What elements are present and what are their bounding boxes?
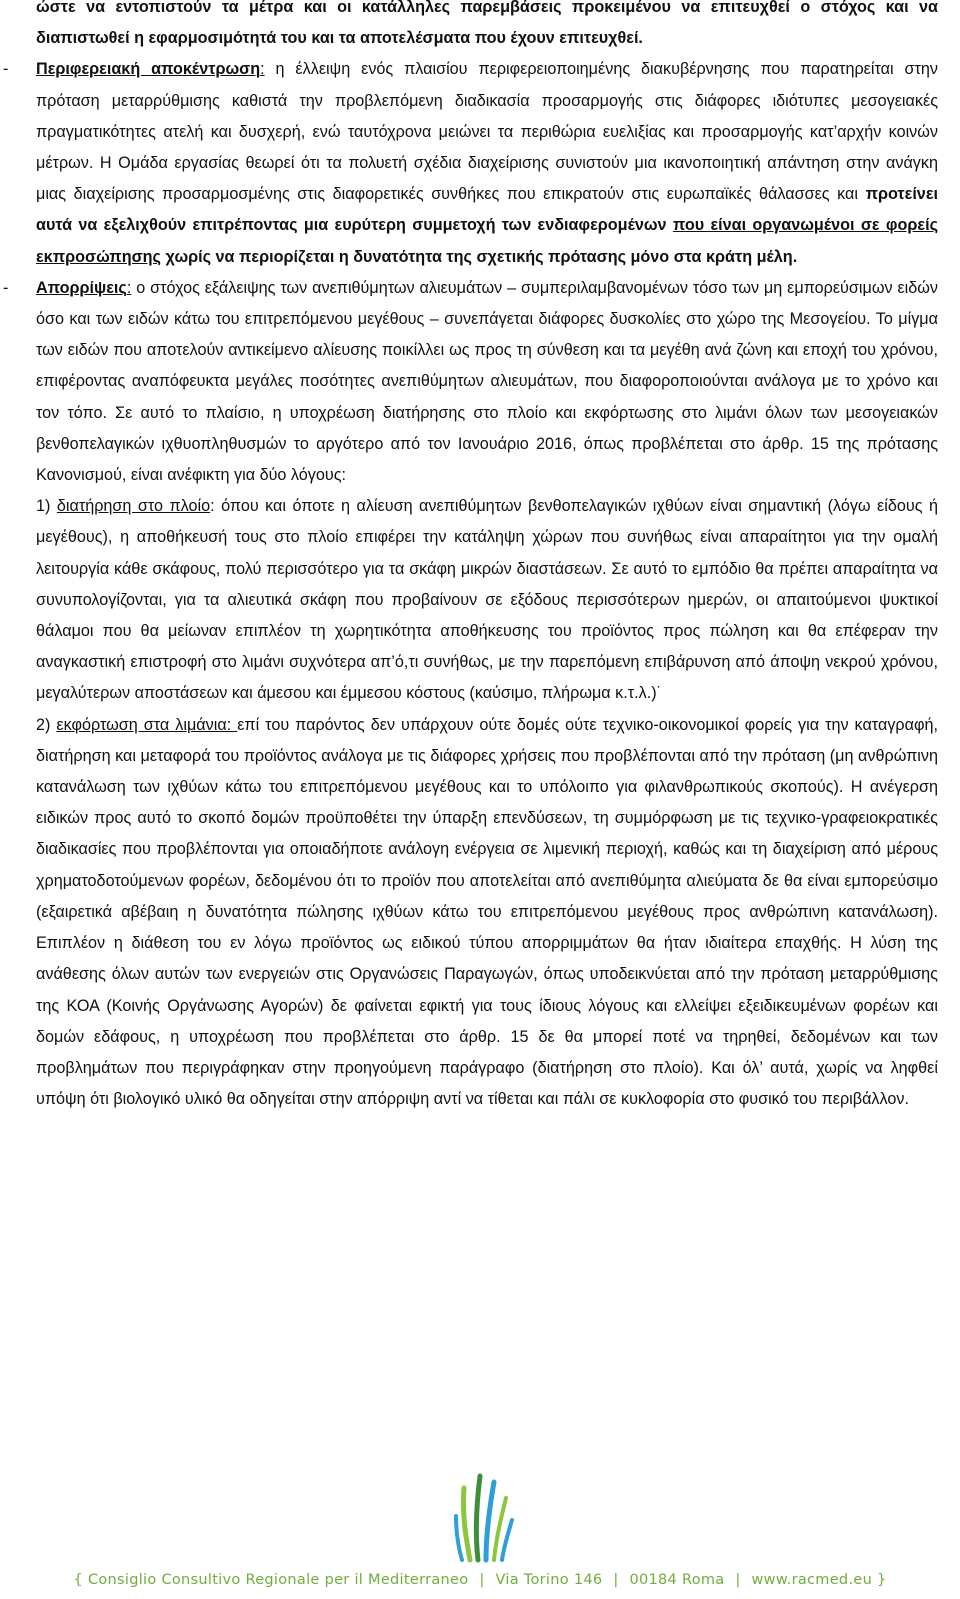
bullet-regional-decentralization — [3, 54, 938, 272]
bullet-dash: - — [3, 278, 9, 297]
footer-separator: | — [479, 1572, 485, 1588]
lead-text: ώστε να εντοπιστούν τα μέτρα και οι κατάλληλες παρεμβάσεις προκειμένου να επιτευχθεί ο στόχος και να διαπιστωθεί η εφαρμοσιμότητά του και τα αποτελέσματα που έχουν επιτευχθεί. — [36, 0, 938, 48]
bullet-body: ο στόχος εξάλειψης των ανεπιθύμητων αλιευμάτων – συμπεριλαμβανομένων τόσο των μη εμπορεύσιμων ειδών όσο και των ειδών κάτω του επιτρεπόμενου μεγέθους – συνεπάγεται διάφορες δυσκολίες στο χώρο της Μεσογείου. Το μίγμα των ειδών που αποτελούν αντικείμενο αλίευσης ποικίλλει ως προς τη σύνθεση και τα μεγέθη ανά ζώνη και εποχή του χρόνου, επιφέροντας αναπόφευκτα μεγάλες ποσότητες ανεπιθύμητων αλιευμάτων, που διαφοροποιούνται ανάλογα με το χρόνο και τον τόπο. Σε αυτό το πλαίσιο, η υποχρέωση διατήρησης στο πλοίο και εκφόρτωσης στο λιμάνι όλων των μεσογειακών βενθοπελαγικών ιχθυοπληθυσμών το αργότερο από τον Ιανουάριο 2016, όπως προβλέπεται στο άρθρ. 15 της πρότασης Κανονισμού, είναι ανέφικτη για δύο λόγους: — [36, 278, 938, 485]
numbered-item-landing-in-ports — [36, 710, 938, 1116]
racmed-logo-icon — [440, 1468, 530, 1564]
bullet-colon: : — [260, 60, 265, 79]
footer-open-brace: { — [73, 1572, 84, 1588]
numbered-item-retention-on-board — [36, 491, 938, 709]
page-footer — [0, 1468, 960, 1599]
bullet-discards — [3, 273, 938, 491]
bullet-heading: Περιφερειακή αποκέντρωση — [36, 60, 261, 79]
lead-paragraph — [36, 0, 938, 54]
document-page — [3, 0, 938, 1115]
bullet-heading: Απορρίψεις — [36, 278, 127, 297]
bullet-bold-text-end: χωρίς να περιορίζεται η δυνατότητα της σχετικής πρότασης μόνο στα κράτη μέλη. — [160, 247, 798, 266]
footer-organization: Consiglio Consultivo Regionale per il Mediterraneo — [87, 1572, 469, 1588]
footer-address: Via Torino 146 — [495, 1572, 603, 1588]
footer-separator: | — [735, 1572, 741, 1588]
bullet-bold-underlined-text: που είναι οργανωμένοι σε φορείς εκπροσώπησης — [36, 216, 938, 266]
footer-website-link[interactable]: www.racmed.eu — [751, 1572, 873, 1588]
bullet-bold-text: προτείνει αυτά να εξελιχθούν επιτρέποντας μια ευρύτερη συμμετοχή των ενδιαφερομένων — [36, 185, 938, 235]
footer-close-brace: } — [876, 1572, 887, 1588]
item-text: επί του παρόντος δεν υπάρχουν ούτε δομές ούτε τεχνικο-οικονομικοί φορείς για την καταγραφή, διατήρηση και μεταφορά του προϊόντος ανάλογα με τις διάφορες χρήσεις που προβλέπονται από την πρόταση (μη ανθρώπινη κατανάλωση των ιχθύων κάτω του επιτρεπόμενου μεγέθους και το υπόλοιπο για φιλανθρωπικούς σκοπούς). Η ανέγερση ειδικών προς αυτό το σκοπό δομών προϋποθέτει την ύπαρξη επενδύσεων, τη συμμόρφωση με τις τεχνικο-γραφειοκρατικές διαδικασίες που προβλέπονται για οποιαδήποτε ανάλογη ενέργεια σε λιμενική περιοχή, καθώς και τη διαχείριση από μέρους χρηματοδοτούμενων φορέων, δεδομένου ότι το προϊόν που αποτελείται από ανεπιθύμητα αλιεύματα δε θα είναι εμπορεύσιμο (εξαιρετικά αβέβαιη η δυνατότητα πώλησης ιχθύων κάτω του επιτρεπόμενου μεγέθους προς ανθρώπινη κατανάλωση). Επιπλέον η διάθεση του εν λόγω προϊόντος ως ειδικού τύπου απορριμμάτων θα ήταν ιδιαίτερα επαχθής. Η λύση της ανάθεσης όλων αυτών των ενεργειών στις Οργανώσεις Παραγωγών, όπως υποδεικνύεται από την πρόταση μεταρρύθμισης της ΚΟΑ (Κοινής Οργάνωσης Αγορών) δε φαίνεται εφικτή για τους ίδιους λόγους και ελλείψει εξειδικευμένων φορέων και δομών εδάφους, η υποχρέωση που προβλέπεται στο άρθρ. 15 δε θα μπορεί ποτέ να τηρηθεί, δεδομένων και των προβλημάτων που περιγράφηκαν στην προηγούμενη παράγραφο (διατήρηση στο πλοίο). Και όλ’ αυτά, χωρίς να ληφθεί υπόψη ότι βιολογικό υλικό θα οδηγείται στην απόρριψη αντί να τίθεται και πάλι σε κυκλοφορία στο φυσικό του περιβάλλον. — [36, 715, 938, 1109]
bullet-dash: - — [3, 60, 9, 79]
item-text: : όπου και όποτε η αλίευση ανεπιθύμητων βενθοπελαγικών ιχθύων είναι σημαντική (λόγω είδους ή μεγέθους), η αποθήκευσή τους στο πλοίο επιφέρει την κατάληψη χώρων που συνήθως είναι απαραίτητοι για την ομαλή λειτουργία κάθε σκάφους, πολύ περισσότερο για τα σκάφη μικρών διαστάσεων. Σε αυτό το εμπόδιο θα πρέπει απαραίτητα να συνυπολογίζονται, για τα αλιευτικά σκάφη που προβαίνουν σε εξόδους περισσότερων ημερών, οι απαιτούμενοι ψυκτικοί θάλαμοι που θα μείωναν επιπλέον τη χωρητικότητα αποθήκευσης του προϊόντος προς πώληση και θα επέφεραν την αναγκαστική επιστροφή στο λιμάνι συχνότερα απ’ό,τι συνήθως, με την παρεπόμενη επιβάρυνση από άποψη νεκρού χρόνου, μεγαλύτερων αποστάσεων και άμεσου και έμμεσου κόστους (καύσιμο, πλήρωμα κ.τ.λ.)˙ — [36, 497, 938, 703]
item-number: 1) — [36, 497, 57, 516]
footer-contact-line — [0, 1572, 960, 1588]
item-label: διατήρηση στο πλοίο — [56, 497, 211, 516]
footer-postal-city: 00184 Roma — [629, 1572, 725, 1588]
bullet-body: η έλλειψη ενός πλαισίου περιφερειοποιημένης διακυβέρνησης που παρατηρείται στην πρόταση μεταρρύθμισης καθιστά την προβλεπόμενη διαδικασία προσαρμογής στις διάφορες ιδιότυπες μεσογειακές πραγματικότητες ατελή και δυσχερή, ενώ ταυτόχρονα μειώνει τα περιθώρια ευελιξίας και προσαρμογής κατ’αρχήν κοινών μέτρων. Η Ομάδα εργασίας θεωρεί ότι τα πολυετή σχέδια διαχείρισης συνιστούν μια ικανοποιητική απάντηση στην ανάγκη μιας διαχείρισης προσαρμοσμένης στις διαφορετικές συνθήκες που επικρατούν στις ευρωπαϊκές θάλασσες και — [36, 60, 938, 204]
item-label: εκφόρτωση στα λιμάνια: — [56, 715, 238, 734]
footer-separator: | — [613, 1572, 619, 1588]
item-number: 2) — [36, 715, 57, 734]
bullet-colon: : — [126, 278, 132, 297]
